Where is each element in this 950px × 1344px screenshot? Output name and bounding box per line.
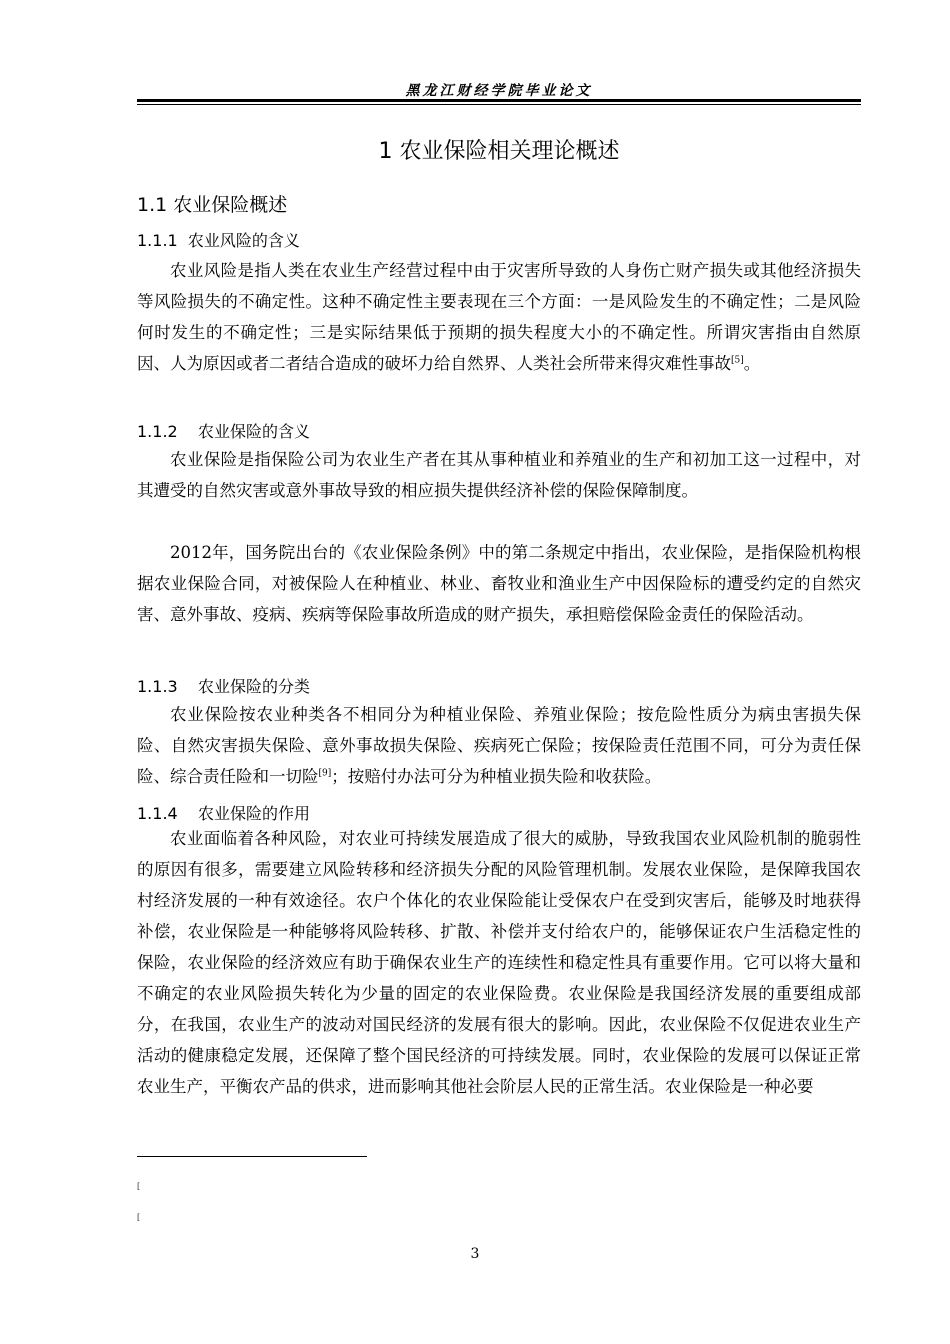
header-rule-thin xyxy=(137,104,861,105)
paragraph: 农业面临着各种风险，对农业可持续发展造成了很大的威胁，导致我国农业风险机制的脆弱性的原因有很多，需要建立风险转移和经济损失分配的风险管理机制。发展农业保险，是保障我国农村经济发展的一种有效途径。农户个体化的农业保险能让受保农户在受到灾害后，能够及时地获得补偿，农业保险是一种能够将风险转移、扩散、补偿并支付给农户的，能够保证农户生活稳定性的保险，农业保险的经济效应有助于确保农业生产的连续性和稳定性具有重要作用。它可以将大量和不确定的农业风险损失转化为少量的固定的农业保险费。农业保险是我国经济发展的重要组成部分，在我国，农业生产的波动对国民经济的发展有很大的影响。因此，农业保险不仅促进农业生产活动的健康稳定发展，还保障了整个国民经济的可持续发展。同时，农业保险的发展可以保证正常农业生产，平衡农产品的供求，进而影响其他社会阶层人民的正常生活。农业保险是一种必要 xyxy=(137,829,861,1096)
chapter-title: 1 农业保险相关理论概述 xyxy=(378,139,620,164)
subsection-heading-1-1-2: 1.1.2 农业保险的含义 xyxy=(137,422,311,441)
paragraph: 农业保险按农业种类各不相同分为种植业保险、养殖业保险；按危险性质分为病虫害损失保险、自然灾害损失保险、意外事故损失保险、疾病死亡保险；按保险责任范围不同，可分为责任保险、综合责任险和一切险[9]；按赔付办法可分为种植业损失险和收获险。 xyxy=(137,705,861,786)
running-header: 黑龙江财经学院毕业论文 xyxy=(405,83,593,99)
subsection-heading-1-1-1: 1.1.1 农业风险的含义 xyxy=(137,231,300,250)
page-number: 3 xyxy=(470,1246,480,1262)
header-rule-thick xyxy=(137,99,861,102)
subsection-heading-1-1-4: 1.1.4 农业保险的作用 xyxy=(137,804,311,823)
paragraph: 2012年，国务院出台的《农业保险条例》中的第二条规定中指出，农业保险，是指保险机构根据农业保险合同，对被保险人在种植业、林业、畜牧业和渔业生产中因保险标的遭受约定的自然灾害、意外事故、疫病、疾病等保险事故所造成的财产损失，承担赔偿保险金责任的保险活动。 xyxy=(137,543,861,624)
paragraph: 农业保险是指保险公司为农业生产者在其从事种植业和养殖业的生产和初加工这一过程中，对其遭受的自然灾害或意外事故导致的相应损失提供经济补偿的保险保障制度。 xyxy=(137,450,861,500)
citation-ref: [9] xyxy=(318,768,332,779)
footnote-mark: [ xyxy=(137,1213,141,1222)
paragraph: 农业风险是指人类在农业生产经营过程中由于灾害所导致的人身伤亡财产损失或其他经济损失等风险损失的不确定性。这种不确定性主要表现在三个方面：一是风险发生的不确定性；二是风险何时发生的不确定性；三是实际结果低于预期的损失程度大小的不确定性。所谓灾害指由自然原因、人为原因或者二者结合造成的破坏力给自然界、人类社会所带来得灾难性事故[5]。 xyxy=(137,261,861,373)
footnote-separator xyxy=(137,1156,367,1157)
section-heading: 1.1 农业保险概述 xyxy=(137,194,288,216)
subsection-heading-1-1-3: 1.1.3 农业保险的分类 xyxy=(137,677,311,696)
footnote-mark: [ xyxy=(137,1182,141,1191)
citation-ref: [5] xyxy=(731,355,744,366)
